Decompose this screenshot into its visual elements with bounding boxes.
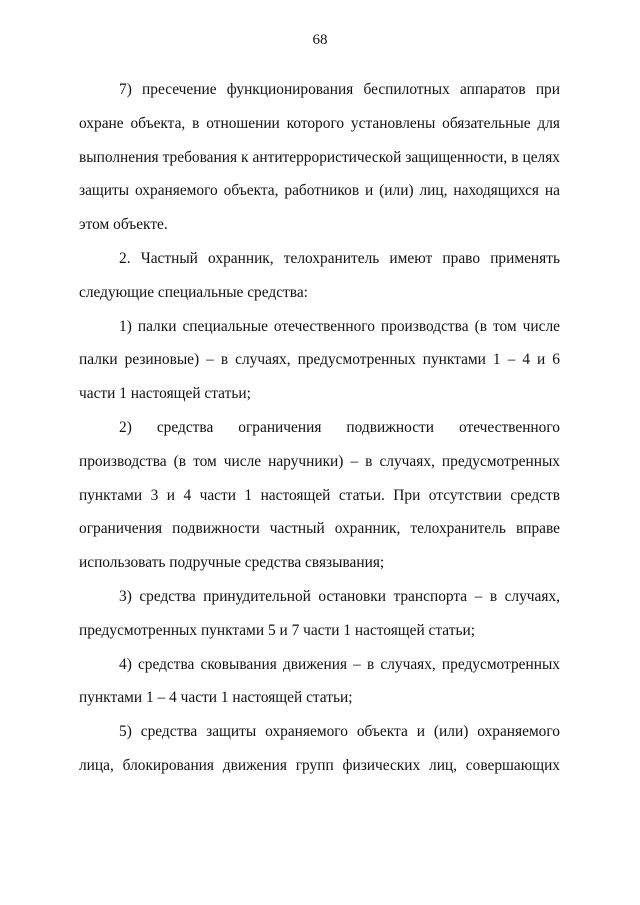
- document-body: [79, 73, 560, 783]
- paragraph-item-3: 3) средства принудительной остановки транспорта – в случаях, предусмотренных пунктами 5 и 7 части 1 настоящей статьи;: [79, 587, 560, 639]
- paragraph-item-7: 7) пресечение функционирования беспилотных аппаратов при охране объекта, в отношении которого установлены обязательные для выполнения требования к антитеррористической защищенности, в целях защиты охраняемого объекта, работников и (или) лиц, находящихся на этом объекте.: [79, 81, 560, 234]
- page-number: 68: [312, 32, 328, 48]
- paragraph-item-4: 4) средства сковывания движения – в случаях, предусмотренных пунктами 1 – 4 части 1 настоящей статьи;: [79, 655, 560, 707]
- paragraph-item-5: 5) средства защиты охраняемого объекта и (или) охраняемого лица, блокирования движения групп физических лиц, совершающих: [79, 723, 560, 774]
- paragraph-item-1: 1) палки специальные отечественного производства (в том числе палки резиновые) – в случаях, предусмотренных пунктами 1 – 4 и 6 части 1 настоящей статьи;: [79, 317, 560, 403]
- paragraph-item-2: 2) средства ограничения подвижности отечественного производства (в том числе наручники) – в случаях, предусмотренных пунктами 3 и 4 части 1 настоящей статьи. При отсутствии средств ограничения подвижности частный охранник, телохранитель вправе использовать подручные средства связывания;: [79, 418, 560, 572]
- paragraph-part-2-intro: 2. Частный охранник, телохранитель имеют право применять следующие специальные средства:: [79, 249, 560, 301]
